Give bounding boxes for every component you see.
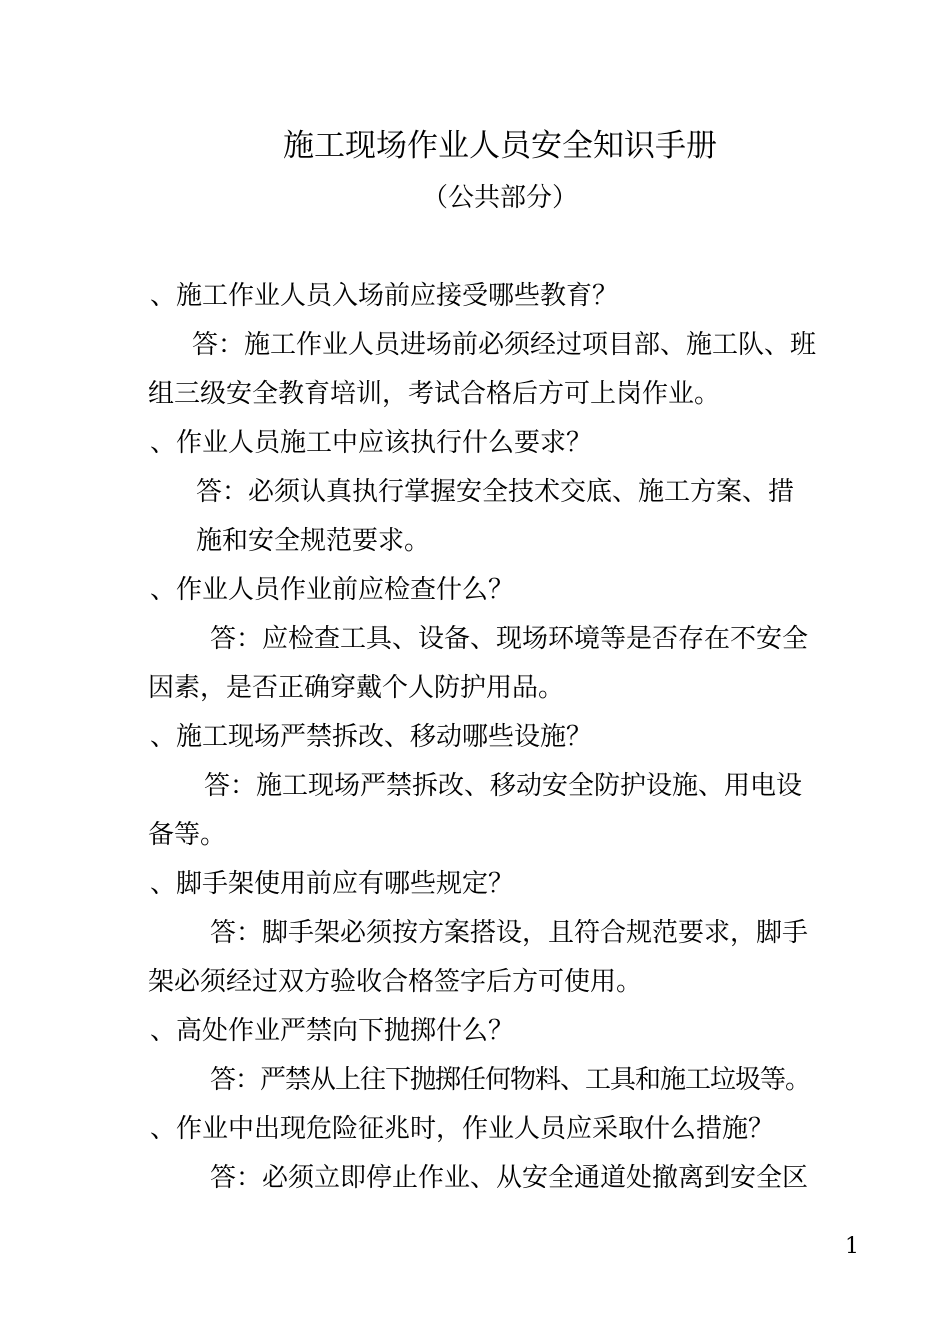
document-subtitle: （公共部分） [421,183,578,213]
question-1: 、施工作业人员入场前应接受哪些教育？ [150,281,619,311]
answer-3-line-2: 因素，是否正确穿戴个人防护用品。 [148,673,565,703]
document-title: 施工现场作业人员安全知识手册 [283,128,717,164]
page-number: 1 [845,1234,859,1259]
answer-2-line-2: 施和安全规范要求。 [196,526,431,556]
question-3: 、作业人员作业前应检查什么？ [150,575,515,605]
question-6: 、高处作业严禁向下抛掷什么？ [150,1016,515,1046]
answer-1-line-1: 答：施工作业人员进场前必须经过项目部、施工队、班 [192,330,817,360]
answer-1-line-2: 组三级安全教育培训，考试合格后方可上岗作业。 [148,379,721,409]
answer-7-line-1: 答：必须立即停止作业、从安全通道处撤离到安全区 [210,1163,809,1193]
answer-4-line-1: 答：施工现场严禁拆改、移动安全防护设施、用电设 [204,771,803,801]
answer-5-line-1: 答：脚手架必须按方案搭设，且符合规范要求，脚手 [210,918,809,948]
answer-6-line-1: 答：严禁从上往下抛掷任何物料、工具和施工垃圾等。 [210,1065,811,1095]
question-7: 、作业中出现危险征兆时，作业人员应采取什么措施？ [150,1114,775,1144]
question-2: 、作业人员施工中应该执行什么要求？ [150,428,593,458]
answer-5-line-2: 架必须经过双方验收合格签字后方可使用。 [148,967,643,997]
answer-3-line-1: 答：应检查工具、设备、现场环境等是否存在不安全 [210,624,809,654]
question-4: 、施工现场严禁拆改、移动哪些设施？ [150,722,593,752]
answer-4-line-2: 备等。 [148,820,227,850]
question-5: 、脚手架使用前应有哪些规定？ [150,869,515,899]
answer-2-line-1: 答：必须认真执行掌握安全技术交底、施工方案、措 [196,477,795,507]
